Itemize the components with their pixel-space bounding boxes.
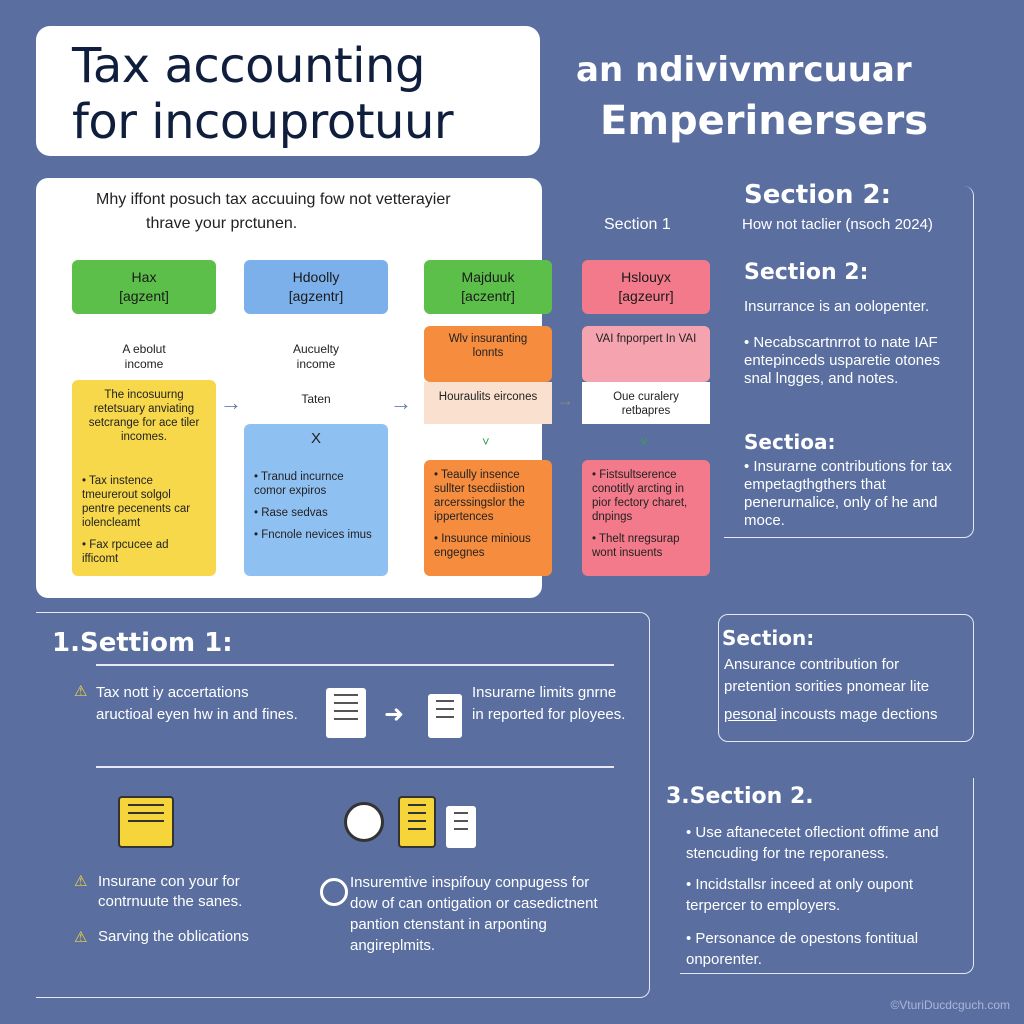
section-2b-text: Insurrance is an oolopenter. xyxy=(744,298,930,315)
text-line: Ansurance contribution for xyxy=(724,656,900,673)
section-3-heading: Sectioa: xyxy=(744,430,836,454)
chevron-down-icon: ˅ xyxy=(482,434,490,449)
subtitle-line-2: Emperinersers xyxy=(600,98,929,144)
column-3-bullet-1: • Teaully insence sullter tsecdiistion arcerssingslor the ippertences xyxy=(434,469,525,523)
column-head-2 xyxy=(244,260,388,314)
column-2-card xyxy=(244,424,388,576)
column-head-1 xyxy=(72,260,216,314)
divider xyxy=(96,766,614,768)
arrow-right-icon: → xyxy=(556,390,574,410)
globe-icon xyxy=(344,802,384,842)
column-head-3 xyxy=(424,260,552,314)
column-head-3-sub: [aczentr] xyxy=(461,288,515,304)
section-2b-bullet: • Necabscartnrrot to nate IAF entepinceds usparetie otones snal lngges, and notes. xyxy=(744,334,940,387)
section-3-bullet-3: • Personance de opestons fontitual onporenter. xyxy=(686,930,919,968)
column-2-mid-label: Taten xyxy=(301,392,331,406)
caption-line: income xyxy=(296,357,336,371)
warning-icon: ⚠ xyxy=(74,929,88,946)
personal-link[interactable]: pesonal xyxy=(724,706,777,723)
column-1-card-text: The incosuurng retetsuary anviating setcrange for ace tiler incomes. xyxy=(88,389,200,443)
intro-line-1: Mhy iffont posuch tax accuuing fow not vetterayier xyxy=(96,191,451,208)
caption-line: income xyxy=(124,357,164,371)
column-1-caption xyxy=(72,342,216,372)
column-head-2-title: Hdoolly xyxy=(292,269,340,285)
column-4-bullet-2: • Thelt nregsurap wont insuents xyxy=(592,533,680,559)
column-head-1-title: Hax xyxy=(131,269,157,285)
title-line-1: Tax accounting xyxy=(72,38,425,94)
column-3-bullet-2: • Insuunce minious engegnes xyxy=(434,533,531,559)
section-1-warning-3: Sarving the oblications xyxy=(98,928,249,945)
watermark: ©VturiDucdcguch.com xyxy=(890,998,1010,1012)
section-2-subheading: How not taclier (nsoch 2024) xyxy=(742,216,933,233)
title-line-2: for incouprotuur xyxy=(72,94,454,150)
column-3-card xyxy=(424,460,552,576)
chevron-down-icon: ˅ xyxy=(640,434,648,449)
section-3b-heading: 3.Section 2. xyxy=(666,784,814,809)
section-1-label: Section 1 xyxy=(604,216,671,233)
section-1-info-text: Insuremtive inspifouy conpugess for dow of can ontigation or casedictnent pantion ctenstant in arponting angireplmits. xyxy=(350,874,598,954)
column-4-card-top: VAI fnporpert In VAI xyxy=(582,326,710,382)
column-3-card-top: Wlv insuranting lonnts xyxy=(424,326,552,382)
column-4-bullet-1: • Fistsultserence conotitly arcting in pior fectory charet, dnpings xyxy=(592,469,688,523)
section-2-heading: Section 2: xyxy=(744,180,892,210)
arrow-right-icon: → xyxy=(390,390,412,415)
section-1-warning-2: Insurane con your for contrnuute the sanes. xyxy=(98,873,243,910)
column-head-1-sub: [agzent] xyxy=(119,288,169,304)
column-2-bullet-2: • Rase sedvas xyxy=(254,507,328,519)
section-3-bullet: • Insurarne contributions for tax empetagthgthers that penerurnalice, only of he and moce. xyxy=(744,458,952,529)
section-3-bullet-2: • Incidstallsr inceed at only oupont terpercer to employers. xyxy=(686,876,914,914)
checklist-icon xyxy=(398,796,436,848)
caption-line: Aucuelty xyxy=(292,342,340,356)
calendar-icon xyxy=(118,796,174,848)
column-3-mid-label: Houraulits eircones xyxy=(424,382,552,424)
arrow-right-icon: ➜ xyxy=(384,701,405,728)
gear-icon xyxy=(320,878,348,906)
warning-icon: ⚠ xyxy=(74,683,88,700)
close-icon: X xyxy=(310,430,321,447)
column-head-2-sub: [agzentr] xyxy=(288,288,344,304)
column-2-bullet-3: • Fncnole nevices imus xyxy=(254,529,372,541)
arrow-right-icon: → xyxy=(220,390,242,415)
panel-intro xyxy=(96,188,516,236)
document-gear-icon xyxy=(428,694,462,738)
column-head-4-sub: [agzeurr] xyxy=(618,288,674,304)
column-1-bullet-1: • Tax instence tmeurerout solgol pentre pecenents car iolencleamt xyxy=(82,475,191,529)
intro-line-2: thrave your prctunen. xyxy=(146,215,298,232)
column-4-card xyxy=(582,460,710,576)
document-icon xyxy=(446,806,476,848)
text-rest: incousts mage dections xyxy=(776,706,938,723)
column-1-card xyxy=(72,380,216,576)
section-2b-heading: Section 2: xyxy=(744,260,869,285)
column-head-4 xyxy=(582,260,710,314)
subtitle-line-1: an ndivivmrcuuar xyxy=(576,50,912,90)
column-1-bullet-2: • Fax rpcucee ad ifficomt xyxy=(82,539,169,565)
text-line: pretention sorities pnomear lite xyxy=(724,678,930,695)
section-3-bullet-1: • Use aftanecetet oflectiont offime and stencuding for tne reporaness. xyxy=(686,824,939,862)
column-2-caption xyxy=(244,342,388,372)
section-1-heading: 1.Settiom 1: xyxy=(52,628,233,658)
warning-icon: ⚠ xyxy=(74,873,88,890)
document-icon xyxy=(326,688,366,738)
text-line xyxy=(724,704,970,726)
column-head-4-title: Hslouyx xyxy=(621,269,671,285)
column-2-bullet-1: • Tranud incurnce comor expiros xyxy=(254,471,344,497)
title-box xyxy=(36,26,540,156)
caption-line: A ebolut xyxy=(122,342,166,356)
divider xyxy=(96,664,614,666)
column-4-mid-label: Oue curalery retbapres xyxy=(582,382,710,424)
section-1-doc-text: Insurarne limits gnrne in reported for ployees. xyxy=(472,684,626,723)
section-1-warning-1: Tax nott iy accertations aructioal eyen hw in and fines. xyxy=(96,684,298,723)
section-right-mid-heading: Section: xyxy=(722,626,815,650)
section-right-mid-text xyxy=(724,654,970,726)
column-head-3-title: Majduuk xyxy=(461,269,515,285)
